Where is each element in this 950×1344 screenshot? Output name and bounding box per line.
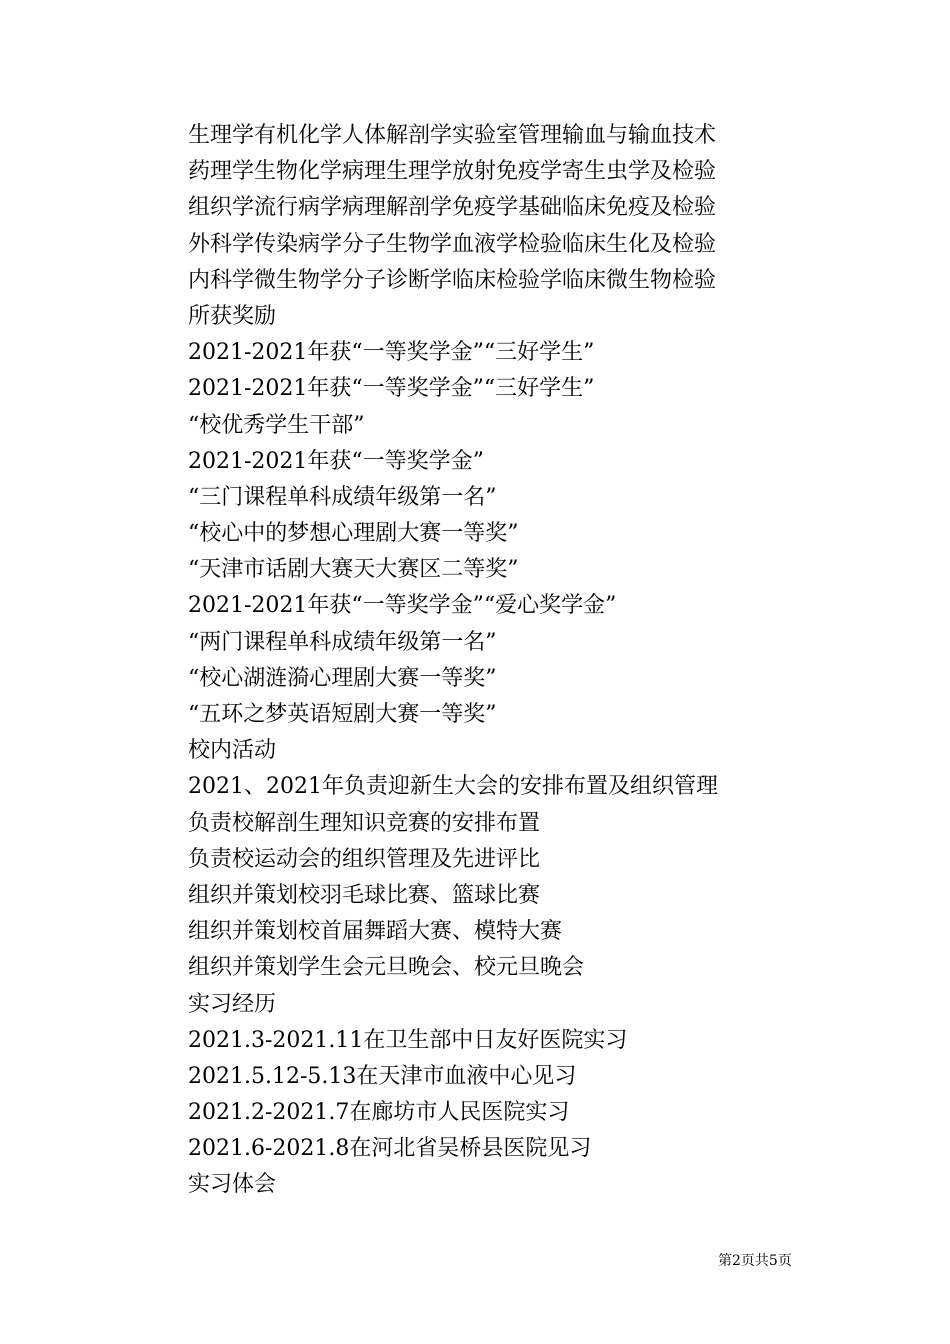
award-line: “天津市话剧大赛天大赛区二等奖” <box>188 557 519 583</box>
section-heading-awards: 所获奖励 <box>188 303 277 329</box>
award-line: “两门课程单科成绩年级第一名” <box>188 629 497 655</box>
course-line: 药理学生物化学病理生理学放射免疫学寄生虫学及检验 <box>188 159 717 185</box>
activity-line: 组织并策划学生会元旦晚会、校元旦晚会 <box>188 955 585 981</box>
course-line: 组织学流行病学病理解剖学免疫学基础临床免疫及检验 <box>188 195 717 221</box>
award-line: “校心湖涟漪心理剧大赛一等奖” <box>188 665 497 691</box>
internship-line: 2021.2-2021.7在廊坊市人民医院实习 <box>188 1100 570 1126</box>
activity-line: 组织并策划校羽毛球比赛、篮球比赛 <box>188 882 541 908</box>
activity-line: 2021、2021年负责迎新生大会的安排布置及组织管理 <box>188 774 718 800</box>
document-body <box>188 118 748 1204</box>
award-line: 2021-2021年获“一等奖学金”“三好学生” <box>188 340 595 366</box>
award-line: 2021-2021年获“一等奖学金” <box>188 448 484 474</box>
award-line: “校心中的梦想心理剧大赛一等奖” <box>188 521 519 547</box>
award-line: “校优秀学生干部” <box>188 412 365 438</box>
internship-line: 2021.5.12-5.13在天津市血液中心见习 <box>188 1063 577 1089</box>
award-line: 2021-2021年获“一等奖学金”“爱心奖学金” <box>188 593 617 619</box>
section-heading-activities: 校内活动 <box>188 738 277 764</box>
internship-line: 2021.3-2021.11在卫生部中日友好医院实习 <box>188 1027 628 1053</box>
course-line: 内科学微生物学分子诊断学临床检验学临床微生物检验 <box>188 267 717 293</box>
activity-line: 负责校运动会的组织管理及先进评比 <box>188 846 541 872</box>
award-line: “三门课程单科成绩年级第一名” <box>188 484 497 510</box>
section-heading-reflection: 实习体会 <box>188 1172 277 1198</box>
page-number-footer: 第2页共5页 <box>718 1253 792 1269</box>
section-heading-internship: 实习经历 <box>188 991 277 1017</box>
award-line: “五环之梦英语短剧大赛一等奖” <box>188 702 497 727</box>
award-line: 2021-2021年获“一等奖学金”“三好学生” <box>188 376 595 402</box>
activity-line: 负责校解剖生理知识竞赛的安排布置 <box>188 810 541 836</box>
course-line: 外科学传染病学分子生物学血液学检验临床生化及检验 <box>188 231 717 257</box>
course-line: 生理学有机化学人体解剖学实验室管理输血与输血技术 <box>188 123 717 148</box>
activity-line: 组织并策划校首届舞蹈大赛、模特大赛 <box>188 919 563 945</box>
internship-line: 2021.6-2021.8在河北省吴桥县医院见习 <box>188 1136 592 1162</box>
